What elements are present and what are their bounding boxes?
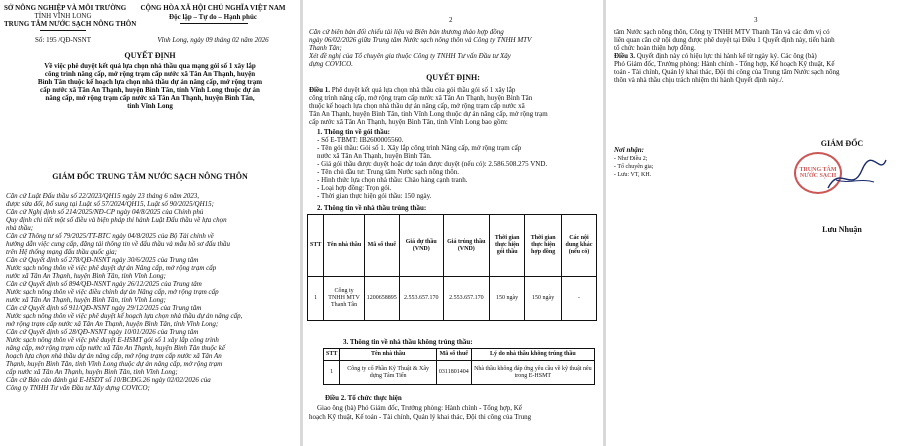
section-loser: 3. Thông tin về nhà thầu không trúng thầu: [343,338,473,346]
motto-rule [180,23,248,24]
seal-text: TRUNG TÂM NƯỚC SẠCH [799,167,837,179]
table-cell: 1 [324,361,340,385]
table-cell: 1200658895 [364,277,399,321]
table-cell: Công ty TNHH MTV Thanh Tân [324,277,364,321]
body-line: Điều 3. Quyết định này có hiệu lực thi hành kể từ ngày ký. Các ông (bà) [614,52,817,60]
signer-title: GIÁM ĐỐC [820,139,864,148]
org-center: TRUNG TÂM NƯỚC SẠCH NÔNG THÔN [4,20,137,28]
article-1-line: công trình nâng cấp, mở rộng trạm cấp nước xã Tân An Thạnh, huyện Bình Tân [309,94,533,102]
article-1-line: thuộc kế hoạch lựa chọn nhà thầu dự án nâng cấp, mở rộng trạm cấp nước xã [309,102,525,110]
basis-line: trên Hệ thống mạng đấu thầu quốc gia; [6,248,118,256]
package-info-block [317,136,601,200]
body-line: thôn và nhà thầu chịu trách nhiệm thi hành Quyết định này./. [614,76,784,84]
table-header-cell: Mã số thuế [436,349,471,361]
winner-table [307,214,597,321]
basis-line: Căn cứ Quyết định số 28/QĐ-NSNT ngày 10/01/2026 của Trung tâm [6,328,199,336]
basis-line: Căn cứ Luật Đấu thầu số 22/2023/QH15 ngày 23 tháng 6 năm 2023, [6,192,200,200]
section-package-info: 1. Thông tin về gói thầu: [317,128,390,136]
basis-line: Nước sạch nông thôn về việc phê duyệt dự án Nâng cấp, mở rộng trạm cấp [6,264,217,272]
body-line: toán - Tài chính, Quản lý khai thác, Đội thi công của Trung tâm Nước sạch nông [614,68,840,76]
article-2-line: Giao ông (bà) Phó Giám đốc, Trưởng phòng: Hành chính - Tổng hợp, Kế [317,404,522,412]
header-rule [40,30,86,31]
table-cell: 150 ngày [489,277,524,321]
table-header-cell: Giá trúng thầu (VND) [443,215,489,277]
signer-name: Lưu Nhuận [822,225,862,234]
package-info-line: - Loại hợp đồng: Trọn gói. [317,184,392,192]
basis-line: hướng dẫn việc cung cấp, đăng tải thông tin về đấu thầu và mẫu hồ sơ đấu thầu [6,240,230,248]
intro-line: ngày 06/02/2026 giữa Trung tâm Nước sạch nông thôn và Công ty TNHH MTV [309,36,532,44]
basis-line: hoạch lựa chọn nhà thầu dự án nâng cấp, mở rộng trạm cấp nước xã Tân An [6,352,222,360]
basis-line: mở rộng trạm cấp nước xã Tân An Thạnh, huyện Bình Tân, tỉnh Vĩnh Long; [6,320,219,328]
intro-line: dựng COVICO. [309,60,353,68]
section-winner: 2. Thông tin về nhà thầu trúng thầu: [317,204,427,212]
body-line: tổ chức hoàn thiện hợp đồng. [614,44,696,52]
country-name: CỘNG HÒA XÃ HỘI CHỦ NGHĨA VIỆT NAM [140,4,286,12]
article-label: Điều 1. [309,86,330,94]
national-motto: Độc lập – Tự do – Hạnh phúc [169,13,257,21]
subject-line: Bình Tân thuộc kế hoạch lựa chọn nhà thầu dự án nâng cấp, mở rộng trạm [37,78,263,86]
document-page-3 [606,0,908,446]
package-info-line: - Thời gian thực hiện gói thầu: 150 ngày. [317,192,432,200]
table-row [324,361,595,385]
table-cell: Công ty cổ Phần Kỹ Thuật & Xây dựng Tâm Tiến [340,361,437,385]
intro-line: Căn cứ biên bản đối chiếu tài liệu và Biên bản thương thảo hợp đồng [309,28,504,36]
table-header-cell: Thời gian thực hiện gói thầu [489,215,524,277]
table-header-cell: Mã số thuế [364,215,399,277]
package-info-line: - Tên chủ đầu tư: Trung tâm Nước sạch nông thôn. [317,168,460,176]
table-row [308,277,597,321]
basis-line: nước xã Tân An Thạnh, huyện Bình Tân, tỉnh Vĩnh Long; [6,296,166,304]
document-number: Số: 195 /QĐ-NSNT [34,36,91,44]
basis-line: Thạnh, huyện Bình Tân, tỉnh Vĩnh Long thuộc dự án nâng cấp, mở rộng trạm [6,360,223,368]
decide-heading: QUYẾT ĐỊNH: [426,73,480,82]
table-header-cell: Thời gian thực hiện hợp đồng [525,215,562,277]
subject-block [0,62,300,110]
basis-line: Căn cứ Thông tư số 79/2025/TT-BTC ngày 04/8/2025 của Bộ Tài chính về [6,232,214,240]
subject-line: Về việc phê duyệt kết quả lựa chọn nhà thầu qua mạng gói số 1 xây lắp [44,62,256,70]
document-page-1 [0,0,300,446]
org-ministry: SỞ NÔNG NGHIỆP VÀ MÔI TRƯỜNG [4,4,127,12]
article-1-line: Tân An Thạnh, huyện Bình Tân, tỉnh Vĩnh Long thuộc dự án nâng cấp, mở rộng trạm [309,110,548,118]
table-header-cell: Giá dự thầu (VND) [399,215,443,277]
table-cell: 1 [308,277,324,321]
table-header-cell: Tên nhà thầu [340,349,437,361]
basis-line: Căn cứ Báo cáo đánh giá E-HSDT số 10/BCĐG.26 ngày 02/02/2026 của [6,376,211,384]
body-line: Phó Giám đốc, Trưởng phòng: Hành chính - Tổng hợp, Kế hoạch Kỹ thuật, Kế [614,60,835,68]
table-cell: 150 ngày [525,277,562,321]
issuing-authority: GIÁM ĐỐC TRUNG TÂM NƯỚC SẠCH NÔNG THÔN [52,172,248,181]
page-number: 2 [449,16,453,24]
basis-line: Nước sạch nông thôn về việc phê duyệt E-HSMT gói số 1 xây lắp công trình [6,336,219,344]
recipient-item: - Tổ chuyên gia; [614,164,654,170]
basis-line: nước xã Tân An Thạnh, huyện Bình Tân, tỉnh Vĩnh Long; [6,272,166,280]
winner-table-header [308,215,597,277]
place-date: Vĩnh Long, ngày 09 tháng 02 năm 2026 [157,36,269,44]
article-label: Điều 3. [614,52,635,60]
table-header-cell: STT [324,349,340,361]
article-2-title: Điều 2. Tổ chức thực hiện [325,394,402,402]
intro-block [309,28,599,68]
basis-line: cấp nước xã Tân An Thạnh, huyện Bình Tân, tỉnh Vĩnh Long; [6,368,178,376]
package-info-line: - Tên gói thầu: Gói số 1. Xây lắp công trình Nâng cấp, mở rộng trạm cấp [317,144,522,152]
org-province: TỈNH VĨNH LONG [34,12,92,20]
basis-line: Nước sạch nông thôn về việc điều chỉnh dự án Nâng cấp, mở rộng trạm cấp [6,288,219,296]
loser-table-header [324,349,595,361]
signature-mark [822,150,892,200]
document-page-2 [303,0,603,446]
table-cell: 0311801404 [436,361,471,385]
recipient-item: - Như Điều 2; [614,156,648,162]
loser-table [323,348,595,385]
legal-basis-block [6,192,298,392]
package-info-line: - Số E-TBMT: IB2600005560. [317,136,404,144]
subject-line: cấp nước xã Tân An Thạnh, huyện Bình Tân, tỉnh Vĩnh Long thuộc dự án [40,86,260,94]
article-1 [309,86,599,126]
basis-line: được sửa đổi, bổ sung tại Luật số 57/2024/QH15, Luật số 90/2025/QH15; [6,200,214,208]
basis-line: Căn cứ Quyết định số 278/QĐ-NSNT ngày 30/6/2025 của Trung tâm [6,256,199,264]
article-1-line: cấp nước xã Tân An Thạnh, huyện Bình Tân, tỉnh Vĩnh Long bao gồm: [309,118,508,126]
basis-line: Công ty TNHH Tư vấn Đầu tư Xây dựng COVICO; [6,384,150,392]
intro-line: Thanh Tân; [309,44,342,52]
basis-line: Nước sạch nông thôn về việc phê duyệt kế hoạch lựa chọn nhà thầu dự án nâng cấp, [6,312,243,320]
package-info-line: nước xã Tân An Thạnh, huyện Bình Tân. [317,152,432,160]
article-2-line: hoạch Kỹ thuật, Kế toán - Tài chính, Quản lý khai thác, Đội thi công của Trung [309,413,532,421]
body-line: tâm Nước sạch nông thôn, Công ty TNHH MTV Thanh Tân và các đơn vị có [614,28,830,36]
subject-line: nâng cấp, mở rộng trạm cấp nước xã Tân An Thạnh, huyện Bình Tân, [45,94,255,102]
body-line: liên quan căn cứ nội dung được phê duyệt tại Điều 1 Quyết định này, tiến hành [614,36,835,44]
basis-line: nâng cấp, mở rộng trạm cấp nước xã Tân An Thạnh, huyện Bình Tân thuộc kế [6,344,225,352]
table-cell: 2.553.657.170 [399,277,443,321]
table-header-cell: Tên nhà thầu [324,215,364,277]
basis-line: Căn cứ Quyết định số 911/QĐ-NSNT ngày 29/12/2025 của Trung tâm [6,304,202,312]
table-header-cell: Các nội dung khác (nếu có) [561,215,596,277]
table-cell: - [561,277,596,321]
closing-body [614,28,904,84]
table-cell: 2.553.657.170 [443,277,489,321]
basis-line: Quy định chi tiết một số điều và biện pháp thi hành Luật Đấu thầu về lựa chọn [6,216,227,224]
subject-line: công trình nâng cấp, mở rộng trạm cấp nước xã Tân An Thạnh, huyện [44,70,256,78]
package-info-line: - Hình thức lựa chọn nhà thầu: Chào hàng cạnh tranh. [317,176,468,184]
recipient-item: - Lưu: VT, KH. [614,172,652,178]
intro-line: Xét đề nghị của Tổ chuyên gia thuộc Công ty TNHH Tư vấn Đầu tư Xây [309,52,511,60]
basis-line: nhà thầu; [6,224,34,232]
basis-line: Căn cứ Nghị định số 214/2025/NĐ-CP ngày 04/8/2025 của Chính phủ [6,208,204,216]
basis-line: Căn cứ Quyết định số 894/QĐ-NSNT ngày 26/12/2025 của Trung tâm [6,280,202,288]
table-cell: Nhà thầu không đáp ứng yêu cầu về kỹ thuật nêu trong E-HSMT [471,361,594,385]
table-header-cell: STT [308,215,324,277]
table-header-cell: Lý do nhà thầu không trúng thầu [471,349,594,361]
package-info-line: - Giá gói thầu được duyệt hoặc dự toán được duyệt (nếu có): 2.586.508.275 VND. [317,160,548,168]
page-number: 3 [754,16,758,24]
recipients-title: Nơi nhận: [614,146,645,154]
document-title: QUYẾT ĐỊNH [124,51,176,60]
subject-line: tỉnh Vĩnh Long [127,102,173,110]
article-1-line: Điều 1. Phê duyệt kết quả lựa chọn nhà thầu của gói thầu gói số 1 xây lắp [309,86,516,94]
